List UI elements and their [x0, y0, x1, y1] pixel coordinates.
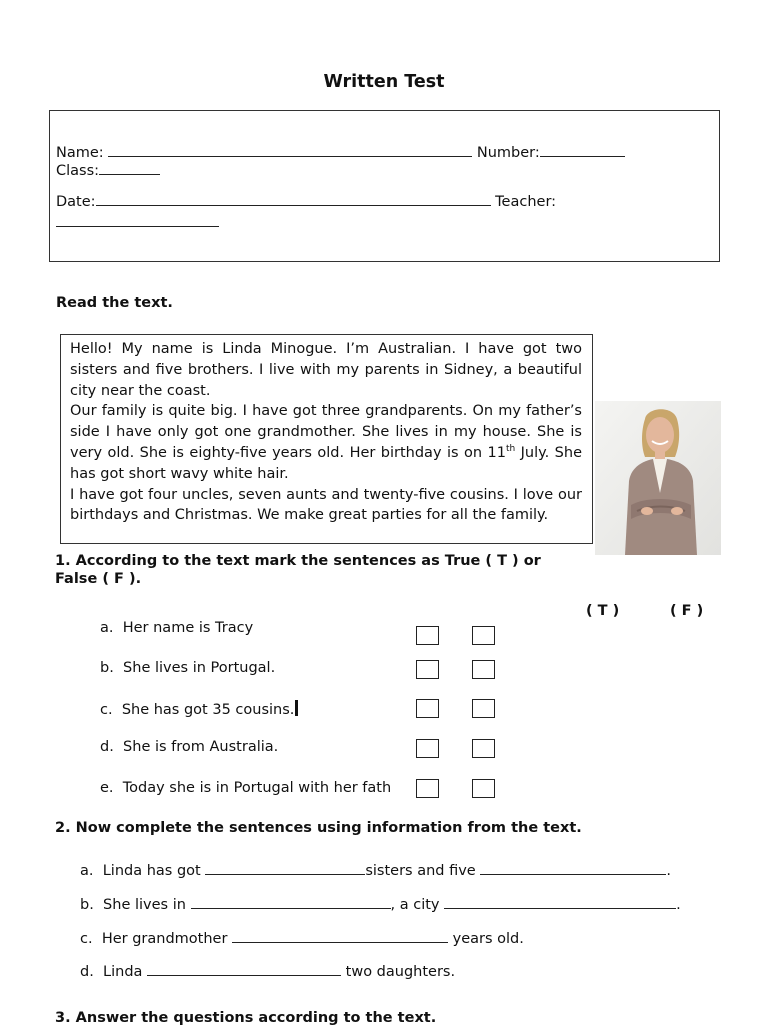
teacher-row — [56, 212, 219, 231]
q3-heading: 3. Answer the questions according to the text. — [55, 1010, 437, 1026]
woman-portrait-photo — [595, 401, 721, 555]
name-row — [56, 142, 625, 161]
name-field[interactable] — [108, 142, 472, 157]
date-label: Date: — [56, 194, 96, 210]
student-info-box — [49, 110, 720, 262]
number-field[interactable] — [540, 142, 625, 157]
text-cursor — [295, 700, 298, 716]
q1-item-b: b. She lives in Portugal. — [100, 660, 276, 676]
q1-heading-line2: False ( F ). — [55, 571, 142, 587]
passage-paragraph-1: Hello! My name is Linda Minogue. I’m Australian. I have got two sisters and five brothers. I live with my parents in Sidney, a beautiful city near the coast. — [70, 341, 582, 399]
q1-item-c: c. She has got 35 cousins. — [100, 700, 298, 718]
teacher-label: Teacher: — [495, 194, 557, 210]
q2-item-a: a. Linda has got sisters and five . — [80, 860, 671, 879]
passage-paragraph-2: Our family is quite big. I have got three grandparents. On my father’s side I have only got one grandmother. She lives in my house. She is very old. She is eighty-five years old. Her birthday is on 11th July. She has got short wavy white hair. — [70, 403, 582, 482]
teacher-field[interactable] — [56, 212, 219, 227]
name-label: Name: — [56, 145, 104, 161]
q1-heading-line1: 1. According to the text mark the sentences as True ( T ) or — [55, 553, 541, 569]
q2-d-blank[interactable] — [147, 961, 341, 976]
false-column-label: ( F ) — [670, 603, 704, 619]
read-instruction: Read the text. — [56, 295, 173, 311]
reading-passage — [60, 334, 593, 544]
passage-paragraph-3: I have got four uncles, seven aunts and twenty-five cousins. I love our birthdays and Christmas. We make great parties for all the family. — [70, 486, 582, 524]
q2-heading: 2. Now complete the sentences using information from the text. — [55, 820, 582, 836]
q2-item-b: b. She lives in , a city . — [80, 894, 681, 913]
number-label: Number: — [476, 145, 540, 161]
q1-b-true-checkbox[interactable] — [416, 660, 439, 679]
ordinal-suffix: th — [505, 444, 516, 455]
q2-a-blank-1[interactable] — [205, 860, 365, 875]
class-field[interactable] — [99, 160, 160, 175]
q2-item-c: c. Her grandmother years old. — [80, 928, 524, 947]
q2-b-blank-1[interactable] — [191, 894, 391, 909]
q1-item-a: a. Her name is Tracy — [100, 620, 254, 636]
date-field[interactable] — [96, 191, 491, 206]
class-row — [56, 160, 160, 179]
q2-b-blank-2[interactable] — [444, 894, 676, 909]
q1-c-true-checkbox[interactable] — [416, 699, 439, 718]
date-row — [56, 191, 556, 210]
q2-a-blank-2[interactable] — [480, 860, 666, 875]
q1-e-false-checkbox[interactable] — [472, 779, 495, 798]
q1-a-true-checkbox[interactable] — [416, 626, 439, 645]
q2-c-blank[interactable] — [232, 928, 448, 943]
q2-item-d: d. Linda two daughters. — [80, 961, 455, 980]
q1-d-true-checkbox[interactable] — [416, 739, 439, 758]
q1-c-false-checkbox[interactable] — [472, 699, 495, 718]
q1-item-e: e. Today she is in Portugal with her fath — [100, 780, 392, 796]
q1-a-false-checkbox[interactable] — [472, 626, 495, 645]
q1-e-true-checkbox[interactable] — [416, 779, 439, 798]
page-title: Written Test — [323, 72, 445, 92]
q1-b-false-checkbox[interactable] — [472, 660, 495, 679]
class-label: Class: — [56, 163, 100, 179]
true-column-label: ( T ) — [586, 603, 620, 619]
q1-d-false-checkbox[interactable] — [472, 739, 495, 758]
q1-item-d: d. She is from Australia. — [100, 739, 279, 755]
